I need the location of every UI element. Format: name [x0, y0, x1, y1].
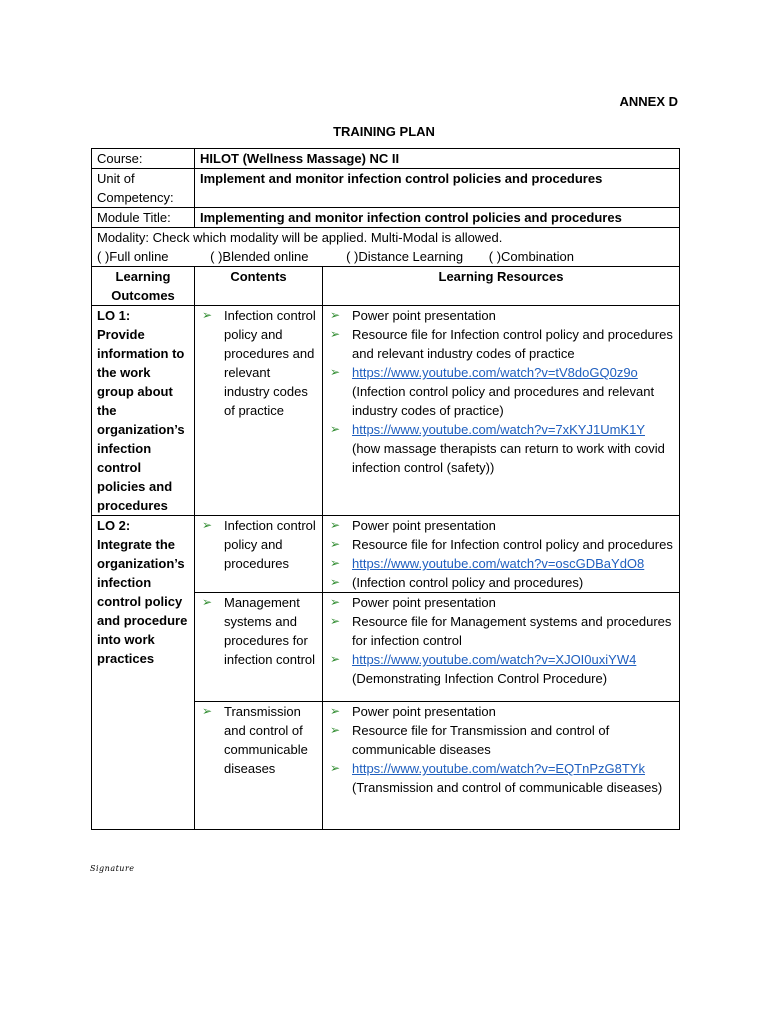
lo2-1-link[interactable]: https://www.youtube.com/watch?v=oscGDBaYdO8: [352, 556, 645, 571]
lo1-text: Provide information to the work group about the organization’s infection control policies and procedures: [97, 327, 185, 513]
modality-options: [97, 247, 674, 266]
lo1-outcome: [92, 306, 195, 516]
lo1-row: [92, 306, 680, 516]
lo2-3-link[interactable]: https://www.youtube.com/watch?v=EQTnPzG8TYk: [352, 761, 645, 776]
lo1-resources: [323, 306, 680, 516]
lo2-2-resource-ppt: ➢ Power point presentation: [328, 593, 674, 612]
annex-label: ANNEX D: [619, 94, 678, 109]
lo2-1-resource-note: ➢ (Infection control policy and procedures): [328, 573, 674, 592]
training-plan-table: [91, 148, 680, 830]
lo2-1-resource-link: [328, 554, 674, 573]
lo1-link-2-note: (how massage therapists can return to work with covid infection control (safety)): [352, 441, 665, 475]
lo1-contents: [195, 306, 323, 516]
lo2-3-link-note: (Transmission and control of communicable diseases): [352, 780, 663, 795]
header-resources: Learning Resources: [323, 267, 680, 306]
unit-row: [92, 169, 680, 208]
lo1-resource-link-2: [328, 420, 674, 439]
course-row: [92, 149, 680, 169]
lo2-3-resource-ppt: ➢ Power point presentation: [328, 702, 674, 721]
modality-row: [92, 228, 680, 267]
lo1-resource-file: ➢ Resource file for Infection control policy and procedures and relevant industry codes of practice: [328, 325, 674, 363]
modality-option-distance-learning[interactable]: ( )Distance Learning: [346, 249, 464, 264]
unit-value: Implement and monitor infection control policies and procedures: [195, 169, 680, 208]
module-value: Implementing and monitor infection control policies and procedures: [195, 208, 680, 228]
lo2-2-resource-file: ➢ Resource file for Management systems and procedures for infection control: [328, 612, 674, 650]
lo2-1-resource-file: ➢ Resource file for Infection control policy and procedures: [328, 535, 674, 554]
lo2-resources-1: [323, 516, 680, 593]
header-contents: Contents: [195, 267, 323, 306]
module-label: Module Title:: [92, 208, 195, 228]
unit-label: Unit of Competency:: [92, 169, 195, 208]
lo1-link-1[interactable]: https://www.youtube.com/watch?v=tV8doGQ0z9o: [352, 365, 638, 380]
lo2-contents-1: [195, 516, 323, 593]
document-title: TRAINING PLAN: [333, 124, 435, 139]
lo1-content-item: ➢ Infection control policy and procedures and relevant industry codes of practice: [200, 306, 317, 420]
lo2-row-1: [92, 516, 680, 593]
lo2-code: LO 2:: [97, 518, 131, 533]
lo2-contents-2: [195, 593, 323, 702]
lo2-content-item-1: ➢ Infection control policy and procedures: [200, 516, 317, 573]
lo2-outcome: [92, 516, 195, 830]
header-outcomes: Learning Outcomes: [92, 267, 195, 306]
modality-option-combination[interactable]: ( )Combination: [488, 249, 575, 264]
signature-mark: Signature: [90, 864, 135, 873]
lo2-content-item-3: ➢ Transmission and control of communicable diseases: [200, 702, 317, 778]
modality-instruction: Modality: Check which modality will be applied. Multi-Modal is allowed.: [97, 230, 503, 245]
header-row: [92, 267, 680, 306]
modality-option-blended-online[interactable]: ( )Blended online: [210, 249, 309, 264]
lo2-contents-3: [195, 702, 323, 830]
course-label: Course:: [92, 149, 195, 169]
lo1-resource-ppt: ➢ Power point presentation: [328, 306, 674, 325]
lo1-link-2[interactable]: https://www.youtube.com/watch?v=7xKYJ1UmK1Y: [352, 422, 645, 437]
course-value: HILOT (Wellness Massage) NC II: [195, 149, 680, 169]
lo2-2-link[interactable]: https://www.youtube.com/watch?v=XJOI0uxiYW4: [352, 652, 637, 667]
lo2-text: Integrate the organization’s infection control policy and procedure into work practices: [97, 537, 188, 666]
module-row: [92, 208, 680, 228]
lo2-content-item-2: ➢ Management systems and procedures for infection control: [200, 593, 317, 669]
lo2-resources-3: [323, 702, 680, 830]
lo2-3-resource-link: [328, 759, 674, 778]
lo1-resource-link-1: [328, 363, 674, 382]
lo2-resources-2: [323, 593, 680, 702]
lo1-link-1-note: (Infection control policy and procedures and relevant industry codes of practice): [352, 384, 655, 418]
modality-option-full-online[interactable]: ( )Full online: [97, 249, 169, 264]
lo2-2-resource-link: [328, 650, 674, 669]
modality-cell: [92, 228, 680, 267]
lo1-code: LO 1:: [97, 308, 131, 323]
lo2-1-resource-ppt: ➢ Power point presentation: [328, 516, 674, 535]
lo2-2-link-note: (Demonstrating Infection Control Procedure): [352, 671, 608, 686]
lo2-3-resource-file: ➢ Resource file for Transmission and control of communicable diseases: [328, 721, 674, 759]
